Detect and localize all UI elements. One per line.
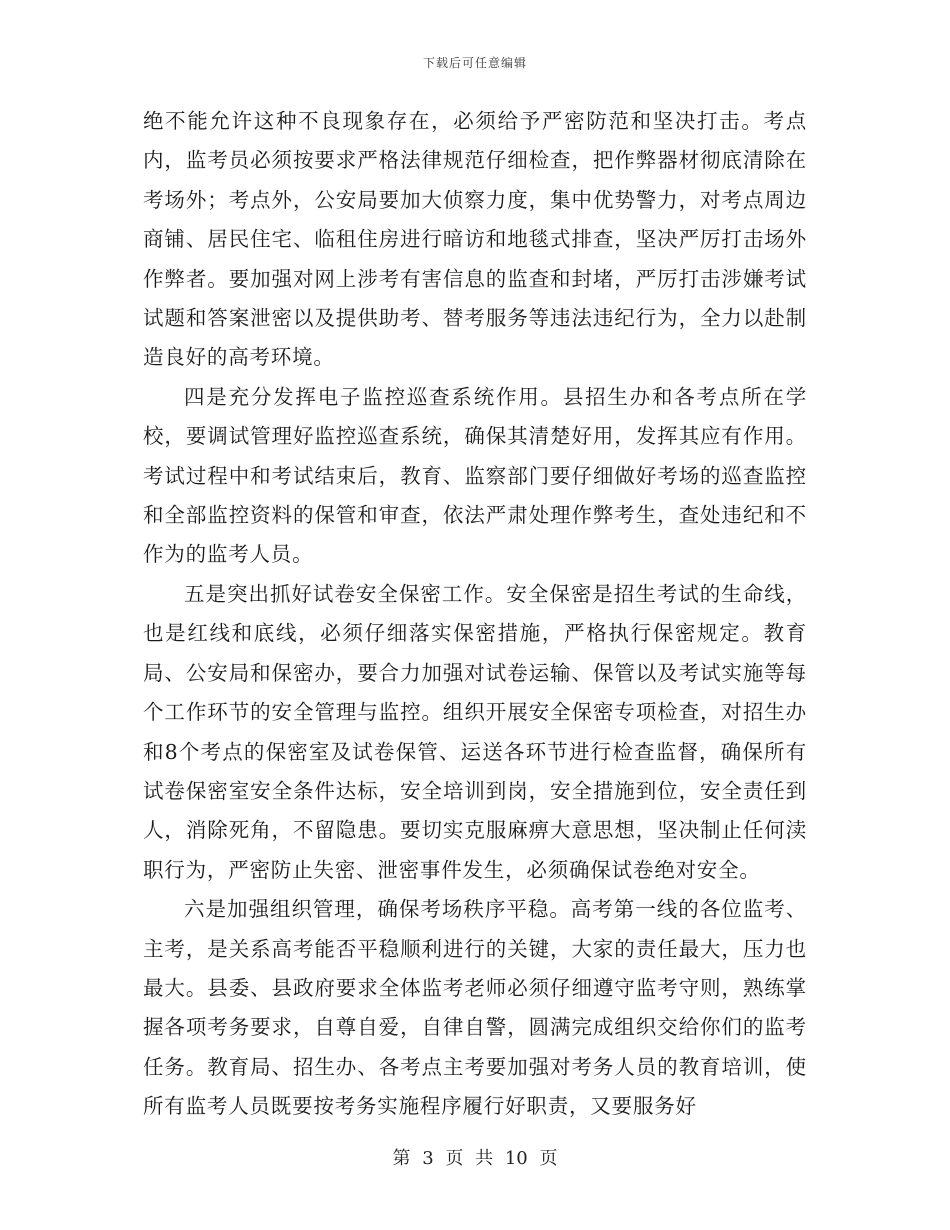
paragraph-continuation: 绝不能允许这种不良现象存在，必须给予严密防范和坚决打击。考点内，监考员必须按要求严格法律规范仔细检查，把作弊器材彻底清除在考场外；考点外，公安局要加大侦察力度，集中优势警力，对考点周边商铺、居民住宅、临租住房进行暗访和地毯式排查，坚决严厉打击场外作弊者。要加强对网上涉考有害信息的监查和封堵，严厉打击涉嫌考试试题和答案泄密以及提供助考、替考服务等违法违纪行为，全力以赴制造良好的高考环境。 bbox=[143, 109, 807, 370]
paragraph-item-five: 五是突出抓好试卷安全保密工作。安全保密是招生考试的生命线，也是红线和底线，必须仔细落实保密措施，严格执行保密规定。教育局、公安局和保密办，要合力加强对试卷运输、保管以及考试实施等每个工作环节的安全管理与监控。组织开展安全保密专项检查，对招生办和8个考点的保密室及试卷保管、运送各环节进行检查监督，确保所有试卷保密室安全条件达标，安全培训到岗，安全措施到位，安全责任到人，消除死角，不留隐患。要切实克服麻痹大意思想，坚决制止任何渎职行为，严密防止失密、泄密事件发生，必须确保试卷绝对安全。 bbox=[143, 581, 807, 882]
page-header-note: 下载后可任意编辑 bbox=[422, 56, 527, 70]
document-body bbox=[143, 102, 807, 1127]
page-number: 第 3 页 共 10 页 bbox=[392, 1148, 558, 1169]
paragraph-item-four: 四是充分发挥电子监控巡查系统作用。县招生办和各考点所在学校，要调试管理好监控巡查系统，确保其清楚好用，发挥其应有作用。考试过程中和考试结束后，教育、监察部门要仔细做好考场的巡查监控和全部监控资料的保管和审查，依法严肃处理作弊考生，查处违纪和不作为的监考人员。 bbox=[143, 384, 807, 567]
paragraph-item-six: 六是加强组织管理，确保考场秩序平稳。高考第一线的各位监考、主考，是关系高考能否平稳顺利进行的关键，大家的责任最大，压力也最大。县委、县政府要求全体监考老师必须仔细遵守监考守则，熟练掌握各项考务要求，自尊自爱，自律自警，圆满完成组织交给你们的监考任务。教育局、招生办、各考点主考要加强对考务人员的教育培训，使所有监考人员既要按考务实施程序履行好职责，又要服务好 bbox=[143, 897, 807, 1119]
